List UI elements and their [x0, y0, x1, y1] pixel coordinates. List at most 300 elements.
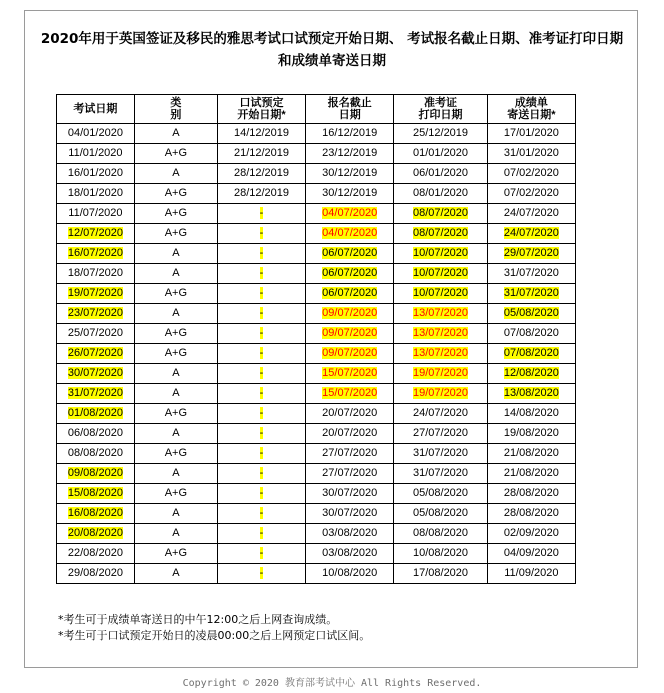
cell-category	[134, 344, 217, 364]
cell-category-text: A+G	[164, 287, 188, 299]
cell-results-send-text: 07/02/2020	[503, 187, 559, 199]
cell-test-date-text: 16/01/2020	[67, 167, 123, 179]
cell-speaking-start	[217, 504, 305, 524]
cell-test-date	[57, 384, 135, 404]
cell-registration-deadline-text: 30/07/2020	[322, 487, 378, 499]
cell-speaking-start	[217, 284, 305, 304]
cell-results-send	[487, 424, 575, 444]
cell-admission-print-text: 31/07/2020	[412, 467, 469, 479]
cell-admission-print-text: 25/12/2019	[412, 127, 469, 139]
cell-registration-deadline-text: 16/12/2019	[322, 127, 378, 139]
cell-registration-deadline-text: 03/08/2020	[322, 527, 378, 539]
cell-registration-deadline-text: 06/07/2020	[322, 247, 378, 259]
cell-registration-deadline	[306, 244, 394, 264]
cell-results-send-text: 12/08/2020	[503, 367, 559, 379]
cell-results-send-text: 13/08/2020	[503, 387, 559, 399]
cell-registration-deadline	[306, 564, 394, 584]
cell-speaking-start	[217, 464, 305, 484]
cell-registration-deadline-text: 23/12/2019	[322, 147, 378, 159]
cell-test-date-text: 06/08/2020	[67, 427, 123, 439]
cell-speaking-start-text: 21/12/2019	[233, 147, 290, 159]
cell-test-date	[57, 544, 135, 564]
cell-test-date	[57, 264, 135, 284]
cell-category	[134, 544, 217, 564]
cell-test-date-text: 26/07/2020	[67, 347, 123, 359]
cell-category	[134, 504, 217, 524]
header-speaking-start: 口试预定 开始日期*	[217, 95, 305, 124]
table-row	[57, 144, 576, 164]
cell-results-send-text: 28/08/2020	[503, 487, 559, 499]
cell-admission-print-text: 31/07/2020	[412, 447, 469, 459]
cell-speaking-start-text: -	[259, 387, 264, 399]
cell-speaking-start	[217, 364, 305, 384]
cell-registration-deadline-text: 04/07/2020	[322, 227, 378, 239]
cell-category-text: A+G	[164, 407, 188, 419]
page-title: 2020年用于英国签证及移民的雅思考试口试预定开始日期、 考试报名截止日期、准考证打印日期和成绩单寄送日期	[40, 31, 624, 69]
cell-test-date-text: 29/08/2020	[67, 567, 123, 579]
cell-results-send	[487, 384, 575, 404]
cell-test-date-text: 20/08/2020	[67, 527, 123, 539]
cell-admission-print	[394, 264, 487, 284]
cell-admission-print	[394, 484, 487, 504]
cell-results-send-text: 07/08/2020	[503, 347, 559, 359]
cell-registration-deadline	[306, 504, 394, 524]
cell-speaking-start	[217, 384, 305, 404]
cell-admission-print	[394, 164, 487, 184]
cell-test-date	[57, 504, 135, 524]
cell-results-send-text: 24/07/2020	[503, 227, 559, 239]
cell-registration-deadline	[306, 484, 394, 504]
cell-admission-print-text: 19/07/2020	[412, 367, 469, 379]
cell-registration-deadline	[306, 404, 394, 424]
table-row	[57, 284, 576, 304]
cell-admission-print-text: 08/01/2020	[412, 187, 469, 199]
schedule-table	[56, 94, 576, 584]
cell-category-text: A+G	[164, 347, 188, 359]
cell-admission-print	[394, 524, 487, 544]
cell-category	[134, 204, 217, 224]
cell-test-date	[57, 404, 135, 424]
cell-admission-print-text: 10/07/2020	[412, 287, 469, 299]
header-test-date: 考试日期	[57, 95, 135, 124]
cell-category-text: A+G	[164, 207, 188, 219]
cell-test-date-text: 30/07/2020	[67, 367, 123, 379]
cell-speaking-start-text: -	[259, 427, 264, 439]
cell-test-date-text: 04/01/2020	[67, 127, 123, 139]
cell-speaking-start	[217, 424, 305, 444]
cell-category	[134, 404, 217, 424]
cell-category-text: A+G	[164, 187, 188, 199]
cell-category	[134, 284, 217, 304]
cell-category-text: A	[172, 307, 180, 319]
cell-registration-deadline	[306, 304, 394, 324]
cell-admission-print-text: 06/01/2020	[412, 167, 469, 179]
cell-admission-print	[394, 324, 487, 344]
cell-speaking-start	[217, 544, 305, 564]
table-row	[57, 224, 576, 244]
cell-results-send-text: 31/01/2020	[503, 147, 559, 159]
cell-admission-print	[394, 224, 487, 244]
footnote-speaking: *考生可于口试预定开始日的凌晨00:00之后上网预定口试区间。	[58, 629, 371, 642]
cell-admission-print	[394, 404, 487, 424]
cell-category-text: A	[172, 167, 180, 179]
table-row	[57, 484, 576, 504]
cell-category-text: A+G	[164, 447, 188, 459]
cell-speaking-start-text: -	[259, 547, 264, 559]
cell-test-date	[57, 284, 135, 304]
cell-speaking-start	[217, 484, 305, 504]
table-row	[57, 124, 576, 144]
cell-speaking-start	[217, 564, 305, 584]
cell-test-date-text: 09/08/2020	[67, 467, 123, 479]
cell-category-text: A	[172, 507, 180, 519]
cell-speaking-start	[217, 184, 305, 204]
cell-test-date	[57, 524, 135, 544]
cell-test-date	[57, 304, 135, 324]
table-row	[57, 364, 576, 384]
cell-admission-print	[394, 364, 487, 384]
cell-speaking-start-text: -	[259, 507, 264, 519]
cell-registration-deadline-text: 04/07/2020	[322, 207, 378, 219]
table-row	[57, 344, 576, 364]
cell-speaking-start-text: -	[259, 267, 264, 279]
cell-admission-print-text: 17/08/2020	[412, 567, 469, 579]
cell-results-send	[487, 144, 575, 164]
cell-results-send-text: 31/07/2020	[503, 267, 559, 279]
cell-results-send	[487, 404, 575, 424]
table-row	[57, 544, 576, 564]
cell-category-text: A	[172, 127, 180, 139]
cell-category	[134, 564, 217, 584]
cell-test-date-text: 25/07/2020	[67, 327, 123, 339]
cell-registration-deadline-text: 27/07/2020	[322, 467, 378, 479]
table-row	[57, 424, 576, 444]
cell-results-send	[487, 324, 575, 344]
cell-category	[134, 484, 217, 504]
cell-admission-print	[394, 444, 487, 464]
table-row	[57, 164, 576, 184]
header-admission-print: 准考证 打印日期	[394, 95, 487, 124]
cell-category-text: A	[172, 387, 180, 399]
cell-registration-deadline-text: 09/07/2020	[322, 327, 378, 339]
cell-admission-print-text: 24/07/2020	[412, 407, 469, 419]
cell-admission-print-text: 10/08/2020	[412, 547, 469, 559]
cell-test-date	[57, 124, 135, 144]
cell-speaking-start	[217, 444, 305, 464]
cell-category	[134, 264, 217, 284]
cell-results-send-text: 05/08/2020	[503, 307, 559, 319]
table-row	[57, 264, 576, 284]
table-row	[57, 464, 576, 484]
cell-speaking-start	[217, 404, 305, 424]
cell-registration-deadline-text: 30/12/2019	[322, 187, 378, 199]
cell-admission-print-text: 05/08/2020	[412, 487, 469, 499]
cell-results-send-text: 17/01/2020	[503, 127, 559, 139]
cell-category	[134, 144, 217, 164]
cell-test-date	[57, 344, 135, 364]
cell-test-date-text: 22/08/2020	[67, 547, 123, 559]
cell-results-send-text: 11/09/2020	[504, 567, 559, 579]
cell-admission-print	[394, 124, 487, 144]
cell-admission-print	[394, 184, 487, 204]
cell-registration-deadline	[306, 324, 394, 344]
cell-admission-print-text: 13/07/2020	[412, 347, 469, 359]
cell-speaking-start	[217, 264, 305, 284]
table-row	[57, 564, 576, 584]
cell-category-text: A+G	[164, 327, 188, 339]
cell-speaking-start-text: -	[259, 327, 264, 339]
cell-results-send-text: 21/08/2020	[503, 467, 559, 479]
cell-category	[134, 124, 217, 144]
cell-test-date-text: 18/01/2020	[67, 187, 123, 199]
cell-results-send-text: 07/08/2020	[503, 327, 559, 339]
cell-results-send	[487, 124, 575, 144]
cell-registration-deadline	[306, 424, 394, 444]
footnote-results: *考生可于成绩单寄送日的中午12:00之后上网查询成绩。	[58, 613, 338, 626]
cell-results-send	[487, 284, 575, 304]
cell-registration-deadline-text: 06/07/2020	[322, 287, 378, 299]
cell-test-date	[57, 164, 135, 184]
table-row	[57, 204, 576, 224]
cell-speaking-start-text: -	[259, 207, 264, 219]
cell-results-send-text: 14/08/2020	[503, 407, 559, 419]
cell-admission-print	[394, 344, 487, 364]
cell-category-text: A	[172, 367, 180, 379]
cell-speaking-start	[217, 124, 305, 144]
cell-registration-deadline-text: 10/08/2020	[322, 567, 378, 579]
cell-results-send	[487, 564, 575, 584]
cell-category-text: A	[172, 267, 180, 279]
cell-registration-deadline	[306, 444, 394, 464]
cell-test-date	[57, 464, 135, 484]
cell-results-send-text: 29/07/2020	[503, 247, 559, 259]
cell-results-send	[487, 224, 575, 244]
cell-category	[134, 324, 217, 344]
cell-speaking-start	[217, 524, 305, 544]
cell-test-date	[57, 204, 135, 224]
cell-results-send-text: 21/08/2020	[503, 447, 559, 459]
cell-speaking-start-text: -	[259, 527, 264, 539]
table-row	[57, 384, 576, 404]
cell-test-date-text: 23/07/2020	[67, 307, 123, 319]
copyright: Copyright © 2020 教育部考试中心 All Rights Reserved.	[182, 678, 482, 689]
cell-results-send	[487, 304, 575, 324]
cell-results-send	[487, 244, 575, 264]
cell-category-text: A+G	[164, 227, 188, 239]
cell-test-date-text: 11/01/2020	[68, 147, 123, 159]
cell-registration-deadline	[306, 144, 394, 164]
cell-speaking-start-text: -	[259, 287, 264, 299]
header-registration-deadline: 报名截止 日期	[306, 95, 394, 124]
cell-speaking-start	[217, 344, 305, 364]
cell-admission-print	[394, 144, 487, 164]
cell-category	[134, 304, 217, 324]
cell-test-date-text: 16/08/2020	[67, 507, 123, 519]
cell-category	[134, 184, 217, 204]
header-category: 类 别	[134, 95, 217, 124]
cell-admission-print-text: 13/07/2020	[412, 307, 469, 319]
cell-test-date	[57, 144, 135, 164]
cell-admission-print	[394, 424, 487, 444]
cell-results-send	[487, 184, 575, 204]
cell-test-date-text: 18/07/2020	[67, 267, 123, 279]
table-row	[57, 404, 576, 424]
cell-admission-print	[394, 464, 487, 484]
cell-admission-print	[394, 384, 487, 404]
cell-test-date-text: 19/07/2020	[67, 287, 123, 299]
cell-results-send	[487, 344, 575, 364]
cell-admission-print-text: 08/07/2020	[412, 227, 469, 239]
cell-category	[134, 384, 217, 404]
cell-speaking-start	[217, 224, 305, 244]
cell-admission-print-text: 13/07/2020	[412, 327, 469, 339]
cell-category	[134, 244, 217, 264]
cell-category-text: A	[172, 467, 180, 479]
cell-category	[134, 464, 217, 484]
schedule-table-body	[57, 124, 576, 584]
cell-speaking-start	[217, 164, 305, 184]
cell-results-send-text: 02/09/2020	[503, 527, 559, 539]
cell-test-date-text: 15/08/2020	[67, 487, 123, 499]
cell-speaking-start-text: 28/12/2019	[233, 167, 290, 179]
cell-speaking-start-text: -	[259, 487, 264, 499]
cell-registration-deadline	[306, 184, 394, 204]
cell-results-send-text: 07/02/2020	[503, 167, 559, 179]
cell-admission-print	[394, 284, 487, 304]
cell-results-send	[487, 544, 575, 564]
cell-registration-deadline-text: 30/12/2019	[322, 167, 378, 179]
cell-category	[134, 224, 217, 244]
cell-test-date	[57, 564, 135, 584]
cell-registration-deadline	[306, 364, 394, 384]
cell-category	[134, 424, 217, 444]
cell-registration-deadline	[306, 204, 394, 224]
cell-test-date	[57, 244, 135, 264]
cell-admission-print-text: 27/07/2020	[412, 427, 469, 439]
cell-results-send	[487, 484, 575, 504]
cell-admission-print-text: 01/01/2020	[412, 147, 469, 159]
cell-results-send	[487, 464, 575, 484]
cell-registration-deadline	[306, 264, 394, 284]
cell-results-send	[487, 204, 575, 224]
cell-results-send-text: 24/07/2020	[503, 207, 559, 219]
cell-admission-print-text: 08/07/2020	[412, 207, 469, 219]
cell-results-send	[487, 264, 575, 284]
table-row	[57, 244, 576, 264]
cell-results-send	[487, 504, 575, 524]
cell-registration-deadline-text: 15/07/2020	[322, 387, 378, 399]
cell-registration-deadline-text: 09/07/2020	[322, 347, 378, 359]
cell-category-text: A	[172, 527, 180, 539]
cell-speaking-start-text: -	[259, 467, 264, 479]
cell-speaking-start	[217, 304, 305, 324]
cell-admission-print-text: 19/07/2020	[412, 387, 469, 399]
cell-results-send-text: 04/09/2020	[503, 547, 559, 559]
cell-registration-deadline-text: 30/07/2020	[322, 507, 378, 519]
cell-admission-print	[394, 204, 487, 224]
cell-test-date-text: 01/08/2020	[67, 407, 123, 419]
cell-results-send-text: 31/07/2020	[503, 287, 559, 299]
cell-test-date	[57, 484, 135, 504]
table-header-row	[57, 95, 576, 124]
cell-category-text: A	[172, 247, 180, 259]
cell-category-text: A+G	[164, 487, 188, 499]
cell-registration-deadline-text: 27/07/2020	[322, 447, 378, 459]
cell-category-text: A+G	[164, 147, 188, 159]
cell-category	[134, 364, 217, 384]
cell-registration-deadline	[306, 164, 394, 184]
cell-registration-deadline	[306, 344, 394, 364]
cell-speaking-start-text: -	[259, 307, 264, 319]
cell-registration-deadline	[306, 384, 394, 404]
table-row	[57, 304, 576, 324]
cell-registration-deadline-text: 06/07/2020	[322, 267, 378, 279]
cell-test-date-text: 11/07/2020	[68, 207, 123, 219]
cell-registration-deadline-text: 03/08/2020	[322, 547, 378, 559]
table-row	[57, 504, 576, 524]
cell-test-date	[57, 184, 135, 204]
cell-category	[134, 164, 217, 184]
cell-test-date-text: 31/07/2020	[67, 387, 123, 399]
cell-category-text: A	[172, 567, 180, 579]
footnotes	[58, 612, 618, 644]
cell-category	[134, 524, 217, 544]
cell-results-send	[487, 444, 575, 464]
cell-registration-deadline	[306, 284, 394, 304]
cell-admission-print-text: 10/07/2020	[412, 267, 469, 279]
cell-category-text: A	[172, 427, 180, 439]
cell-speaking-start-text: -	[259, 407, 264, 419]
cell-admission-print	[394, 504, 487, 524]
cell-admission-print	[394, 304, 487, 324]
cell-test-date-text: 08/08/2020	[67, 447, 123, 459]
cell-registration-deadline-text: 09/07/2020	[322, 307, 378, 319]
cell-speaking-start-text: 14/12/2019	[233, 127, 290, 139]
cell-test-date	[57, 424, 135, 444]
cell-admission-print-text: 08/08/2020	[412, 527, 469, 539]
header-results-send: 成绩单 寄送日期*	[487, 95, 575, 124]
cell-test-date-text: 12/07/2020	[67, 227, 123, 239]
cell-results-send	[487, 164, 575, 184]
cell-category-text: A+G	[164, 547, 188, 559]
cell-speaking-start-text: 28/12/2019	[233, 187, 290, 199]
table-row	[57, 444, 576, 464]
cell-test-date	[57, 364, 135, 384]
table-row	[57, 324, 576, 344]
cell-admission-print	[394, 244, 487, 264]
cell-registration-deadline	[306, 544, 394, 564]
cell-admission-print	[394, 544, 487, 564]
cell-results-send-text: 19/08/2020	[503, 427, 559, 439]
cell-registration-deadline	[306, 524, 394, 544]
cell-speaking-start	[217, 324, 305, 344]
cell-registration-deadline-text: 20/07/2020	[322, 427, 378, 439]
cell-test-date	[57, 224, 135, 244]
table-row	[57, 524, 576, 544]
cell-results-send-text: 28/08/2020	[503, 507, 559, 519]
cell-admission-print-text: 10/07/2020	[412, 247, 469, 259]
cell-speaking-start-text: -	[259, 247, 264, 259]
cell-registration-deadline	[306, 124, 394, 144]
cell-speaking-start-text: -	[259, 227, 264, 239]
cell-test-date-text: 16/07/2020	[67, 247, 123, 259]
cell-registration-deadline-text: 15/07/2020	[322, 367, 378, 379]
cell-speaking-start-text: -	[259, 567, 264, 579]
cell-test-date	[57, 444, 135, 464]
cell-category	[134, 444, 217, 464]
cell-results-send	[487, 364, 575, 384]
cell-admission-print	[394, 564, 487, 584]
